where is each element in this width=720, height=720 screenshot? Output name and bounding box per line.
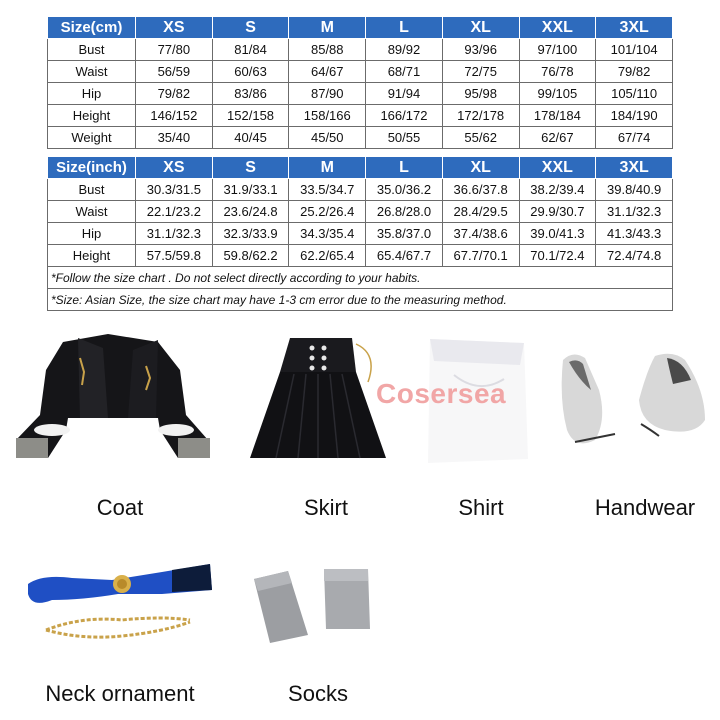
table-header-row: [48, 157, 673, 179]
header-cell: XL: [442, 17, 519, 39]
table-cell: 41.3/43.3: [596, 223, 673, 245]
table-cell: 55/62: [442, 127, 519, 149]
header-cell: 3XL: [596, 157, 673, 179]
table-cell: 60/63: [212, 61, 289, 83]
table-cell: 152/158: [212, 105, 289, 127]
table-cell: 83/86: [212, 83, 289, 105]
table-cell: 39.8/40.9: [596, 179, 673, 201]
header-cell: XS: [136, 17, 213, 39]
row-label: Height: [48, 245, 136, 267]
table-cell: 31.9/33.1: [212, 179, 289, 201]
row-label: Height: [48, 105, 136, 127]
table-cell: 91/94: [366, 83, 443, 105]
table-cell: 184/190: [596, 105, 673, 127]
shirt-label: Shirt: [458, 495, 504, 520]
table-cell: 31.1/32.3: [596, 201, 673, 223]
note-row: [48, 267, 673, 289]
table-cell: 95/98: [442, 83, 519, 105]
neck-ornament-image: [22, 560, 222, 650]
table-cell: 67/74: [596, 127, 673, 149]
row-label: Bust: [48, 39, 136, 61]
table-cell: 29.9/30.7: [519, 201, 596, 223]
table-cell: 36.6/37.8: [442, 179, 519, 201]
table-cell: 30.3/31.5: [136, 179, 213, 201]
header-cell: XL: [442, 157, 519, 179]
table-cell: 32.3/33.9: [212, 223, 289, 245]
table-cell: 178/184: [519, 105, 596, 127]
row-label: Waist: [48, 201, 136, 223]
table-cell: 45/50: [289, 127, 366, 149]
table-cell: 87/90: [289, 83, 366, 105]
header-cell: Size(inch): [48, 157, 136, 179]
table-cell: 81/84: [212, 39, 289, 61]
header-cell: 3XL: [596, 17, 673, 39]
coat-image: [8, 330, 220, 465]
table-cell: 57.5/59.8: [136, 245, 213, 267]
table-cell: 77/80: [136, 39, 213, 61]
table-cell: 28.4/29.5: [442, 201, 519, 223]
header-cell: L: [366, 157, 443, 179]
table-cell: 31.1/32.3: [136, 223, 213, 245]
header-cell: S: [212, 157, 289, 179]
table-cell: 105/110: [596, 83, 673, 105]
table-cell: 166/172: [366, 105, 443, 127]
table-row: [48, 105, 673, 127]
table-cell: 33.5/34.7: [289, 179, 366, 201]
size-table-cm: [47, 16, 673, 149]
table-cell: 72.4/74.8: [596, 245, 673, 267]
handwear-image: [555, 350, 715, 455]
table-cell: 172/178: [442, 105, 519, 127]
table-cell: 23.6/24.8: [212, 201, 289, 223]
table-cell: 99/105: [519, 83, 596, 105]
table-cell: 35.8/37.0: [366, 223, 443, 245]
table-header-row: [48, 17, 673, 39]
size-note: *Follow the size chart . Do not select directly according to your habits.: [48, 267, 673, 289]
skirt-image: [248, 334, 388, 464]
header-cell: L: [366, 17, 443, 39]
row-label: Hip: [48, 83, 136, 105]
table-cell: 56/59: [136, 61, 213, 83]
handwear-label: Handwear: [594, 495, 696, 520]
header-cell: M: [289, 157, 366, 179]
table-cell: 146/152: [136, 105, 213, 127]
table-cell: 39.0/41.3: [519, 223, 596, 245]
socks-label: Socks: [288, 681, 348, 706]
skirt-label: Skirt: [304, 495, 348, 520]
table-cell: 89/92: [366, 39, 443, 61]
table-row: [48, 223, 673, 245]
table-row: [48, 245, 673, 267]
header-cell: XXL: [519, 157, 596, 179]
table-cell: 70.1/72.4: [519, 245, 596, 267]
table-cell: 158/166: [289, 105, 366, 127]
watermark-text: Cosersea: [376, 378, 507, 409]
table-cell: 50/55: [366, 127, 443, 149]
table-cell: 64/67: [289, 61, 366, 83]
table-cell: 101/104: [596, 39, 673, 61]
row-label: Waist: [48, 61, 136, 83]
table-cell: 72/75: [442, 61, 519, 83]
table-cell: 35/40: [136, 127, 213, 149]
table-cell: 67.7/70.1: [442, 245, 519, 267]
table-row: [48, 83, 673, 105]
row-label: Bust: [48, 179, 136, 201]
table-cell: 85/88: [289, 39, 366, 61]
table-cell: 62/67: [519, 127, 596, 149]
table-cell: 76/78: [519, 61, 596, 83]
table-cell: 26.8/28.0: [366, 201, 443, 223]
table-cell: 79/82: [596, 61, 673, 83]
table-cell: 37.4/38.6: [442, 223, 519, 245]
row-label: Weight: [48, 127, 136, 149]
table-row: [48, 127, 673, 149]
note-row: [48, 289, 673, 311]
header-cell: S: [212, 17, 289, 39]
table-cell: 22.1/23.2: [136, 201, 213, 223]
table-cell: 40/45: [212, 127, 289, 149]
size-note: *Size: Asian Size, the size chart may have 1-3 cm error due to the measuring method.: [48, 289, 673, 311]
table-row: [48, 179, 673, 201]
table-cell: 62.2/65.4: [289, 245, 366, 267]
table-row: [48, 39, 673, 61]
socks-image: [250, 565, 380, 645]
header-cell: Size(cm): [48, 17, 136, 39]
header-cell: M: [289, 17, 366, 39]
table-row: [48, 61, 673, 83]
row-label: Hip: [48, 223, 136, 245]
header-cell: XXL: [519, 17, 596, 39]
table-cell: 65.4/67.7: [366, 245, 443, 267]
header-cell: XS: [136, 157, 213, 179]
table-cell: 97/100: [519, 39, 596, 61]
table-cell: 38.2/39.4: [519, 179, 596, 201]
table-cell: 59.8/62.2: [212, 245, 289, 267]
size-table-inch: [47, 156, 673, 311]
neck-ornament-label: Neck ornament: [45, 681, 195, 706]
table-row: [48, 201, 673, 223]
table-cell: 79/82: [136, 83, 213, 105]
table-cell: 93/96: [442, 39, 519, 61]
coat-label: Coat: [96, 495, 144, 520]
table-cell: 25.2/26.4: [289, 201, 366, 223]
table-cell: 68/71: [366, 61, 443, 83]
table-cell: 35.0/36.2: [366, 179, 443, 201]
table-cell: 34.3/35.4: [289, 223, 366, 245]
